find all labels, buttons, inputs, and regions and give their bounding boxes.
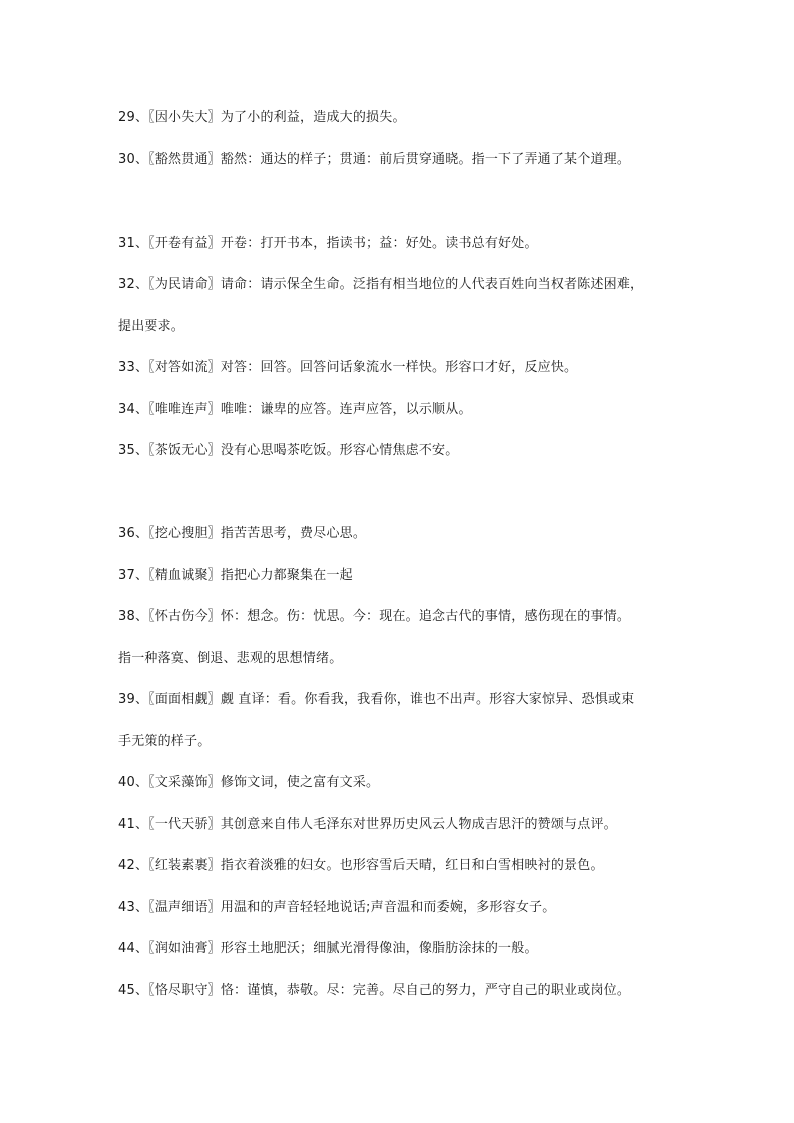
entry-40: 40、〖文采藻饰〗修饰文词，使之富有文采。: [118, 775, 380, 790]
entry-45: 45、〖恪尽职守〗恪：谨慎，恭敬。尽：完善。尽自己的努力，严守自己的职业或岗位。: [118, 983, 631, 998]
entry-32-continuation: 提出要求。: [118, 319, 185, 334]
entry-39-continuation: 手无策的样子。: [118, 734, 211, 749]
entry-37: 37、〖精血诚聚〗指把心力都聚集在一起: [118, 568, 353, 583]
entry-42: 42、〖红装素裹〗指衣着淡雅的妇女。也形容雪后天晴，红日和白雪相映衬的景色。: [118, 858, 604, 873]
entry-35: 35、〖茶饭无心〗没有心思喝茶吃饭。形容心情焦虑不安。: [118, 443, 459, 458]
entry-32: 32、〖为民请命〗请命：请示保全生命。泛指有相当地位的人代表百姓向当权者陈述困难，: [118, 277, 644, 292]
entry-44: 44、〖润如油膏〗形容土地肥沃；细腻光滑得像油，像脂肪涂抹的一般。: [118, 941, 538, 956]
entry-33: 33、〖对答如流〗对答：回答。回答问话象流水一样快。形容口才好，反应快。: [118, 360, 578, 375]
entry-41: 41、〖一代天骄〗其创意来自伟人毛泽东对世界历史风云人物成吉思汗的赞颂与点评。: [118, 817, 617, 832]
entry-36: 36、〖挖心搜胆〗指苦苦思考，费尽心思。: [118, 526, 367, 541]
entry-39: 39、〖面面相觑〗觑 直译：看。你看我，我看你，谁也不出声。形容大家惊异、恐惧或束: [118, 692, 635, 707]
entry-38: 38、〖怀古伤今〗怀：想念。伤：忧思。今：现在。追念古代的事情，感伤现在的事情。: [118, 609, 631, 624]
entry-29: 29、〖因小失大〗为了小的利益，造成大的损失。: [118, 110, 406, 125]
entry-43: 43、〖温声细语〗用温和的声音轻轻地说话;声音温和而委婉，多形容女子。: [118, 900, 556, 915]
entry-31: 31、〖开卷有益〗开卷：打开书本，指读书；益：好处。读书总有好处。: [118, 236, 538, 251]
entry-34: 34、〖唯唯连声〗唯唯：谦卑的应答。连声应答，以示顺从。: [118, 402, 472, 417]
entry-30: 30、〖豁然贯通〗豁然：通达的样子；贯通：前后贯穿通晓。指一下了弄通了某个道理。: [118, 152, 631, 167]
entry-38-continuation: 指一种落寞、倒退、悲观的思想情绪。: [118, 651, 343, 666]
